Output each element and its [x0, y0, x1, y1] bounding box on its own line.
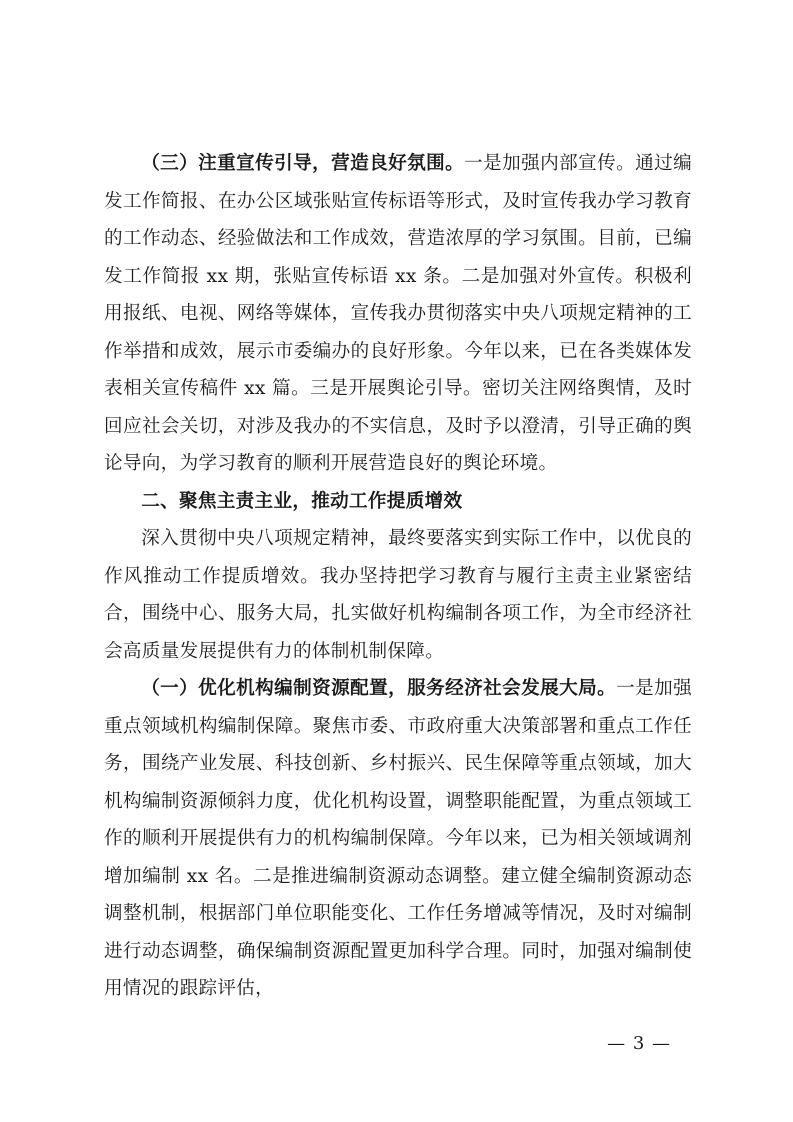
- paragraph-staffing: [104, 670, 692, 1008]
- paragraph-publicity: [104, 145, 692, 483]
- section-heading: 二、聚焦主责主业，推动工作提质增效: [141, 490, 463, 512]
- subsection-heading-staffing: （一）优化机构编制资源配置，服务经济社会发展大局。: [141, 678, 617, 699]
- page-number: — 3 —: [607, 1033, 671, 1054]
- subsection-heading-publicity: （三）注重宣传引导，营造良好氛围。: [141, 153, 465, 174]
- paragraph-staffing-text: 一是加强重点领域机构编制保障。聚焦市委、市政府重大决策部署和重点工作任务，围绕产业发展、科技创新、乡村振兴、民生保障等重点领域，加大机构编制资源倾斜力度，优化机构设置，调整职能配置，为重点领域工作的顺利开展提供有力的机构编制保障。今年以来，已为相关领域调剂增加编制 xx 名。二是推进编制资源动态调整。建立健全编制资源动态调整机制，根据部门单位职能变化、工作任务增减等情况，及时对编制进行动态调整，确保编制资源配置更加科学合理。同时，加强对编制使用情况的跟踪评估，: [104, 678, 692, 999]
- paragraph-publicity-text: 一是加强内部宣传。通过编发工作简报、在办公区域张贴宣传标语等形式，及时宣传我办学习教育的工作动态、经验做法和工作成效，营造浓厚的学习氛围。目前，已编发工作简报 xx 期，张贴宣传标语 xx 条。二是加强对外宣传。积极利用报纸、电视、网络等媒体，宣传我办贯彻落实中央八项规定精神的工作举措和成效，展示市委编办的良好形象。今年以来，已在各类媒体发表相关宣传稿件 xx 篇。三是开展舆论引导。密切关注网络舆情，及时回应社会关切，对涉及我办的不实信息，及时予以澄清，引导正确的舆论导向，为学习教育的顺利开展营造良好的舆论环境。: [104, 153, 692, 474]
- page-body: [104, 145, 692, 1008]
- section-intro-paragraph: 深入贯彻中央八项规定精神，最终要落实到实际工作中，以优良的作风推动工作提质增效。我办坚持把学习教育与履行主责主业紧密结合，围绕中心、服务大局，扎实做好机构编制各项工作，为全市经济社会高质量发展提供有力的体制机制保障。: [104, 528, 692, 662]
